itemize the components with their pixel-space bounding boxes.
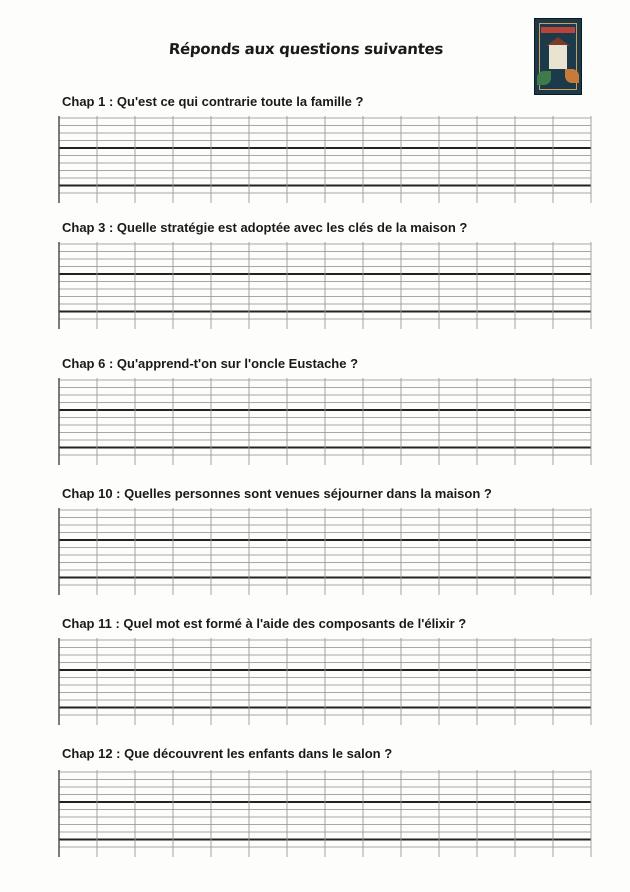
answer-grid-4[interactable] [0, 508, 630, 598]
question-1-label: Chap 1 : Qu'est ce qui contrarie toute la famille ? [62, 94, 364, 109]
book-cover-image [534, 18, 582, 95]
question-4-label: Chap 10 : Quelles personnes sont venues séjourner dans la maison ? [62, 486, 492, 501]
question-6-label: Chap 12 : Que découvrent les enfants dans le salon ? [62, 746, 393, 761]
answer-grid-6[interactable] [0, 770, 630, 860]
answer-grid-2[interactable] [0, 242, 630, 332]
question-3-label: Chap 6 : Qu'apprend-t'on sur l'oncle Eustache ? [62, 356, 359, 371]
question-5-label: Chap 11 : Quel mot est formé à l'aide des composants de l'élixir ? [62, 616, 467, 631]
answer-grid-3[interactable] [0, 378, 630, 468]
answer-grid-5[interactable] [0, 638, 630, 728]
question-2-label: Chap 3 : Quelle stratégie est adoptée avec les clés de la maison ? [62, 220, 468, 235]
answer-grid-1[interactable] [0, 116, 630, 206]
page-title: Réponds aux questions suivantes [168, 40, 444, 58]
